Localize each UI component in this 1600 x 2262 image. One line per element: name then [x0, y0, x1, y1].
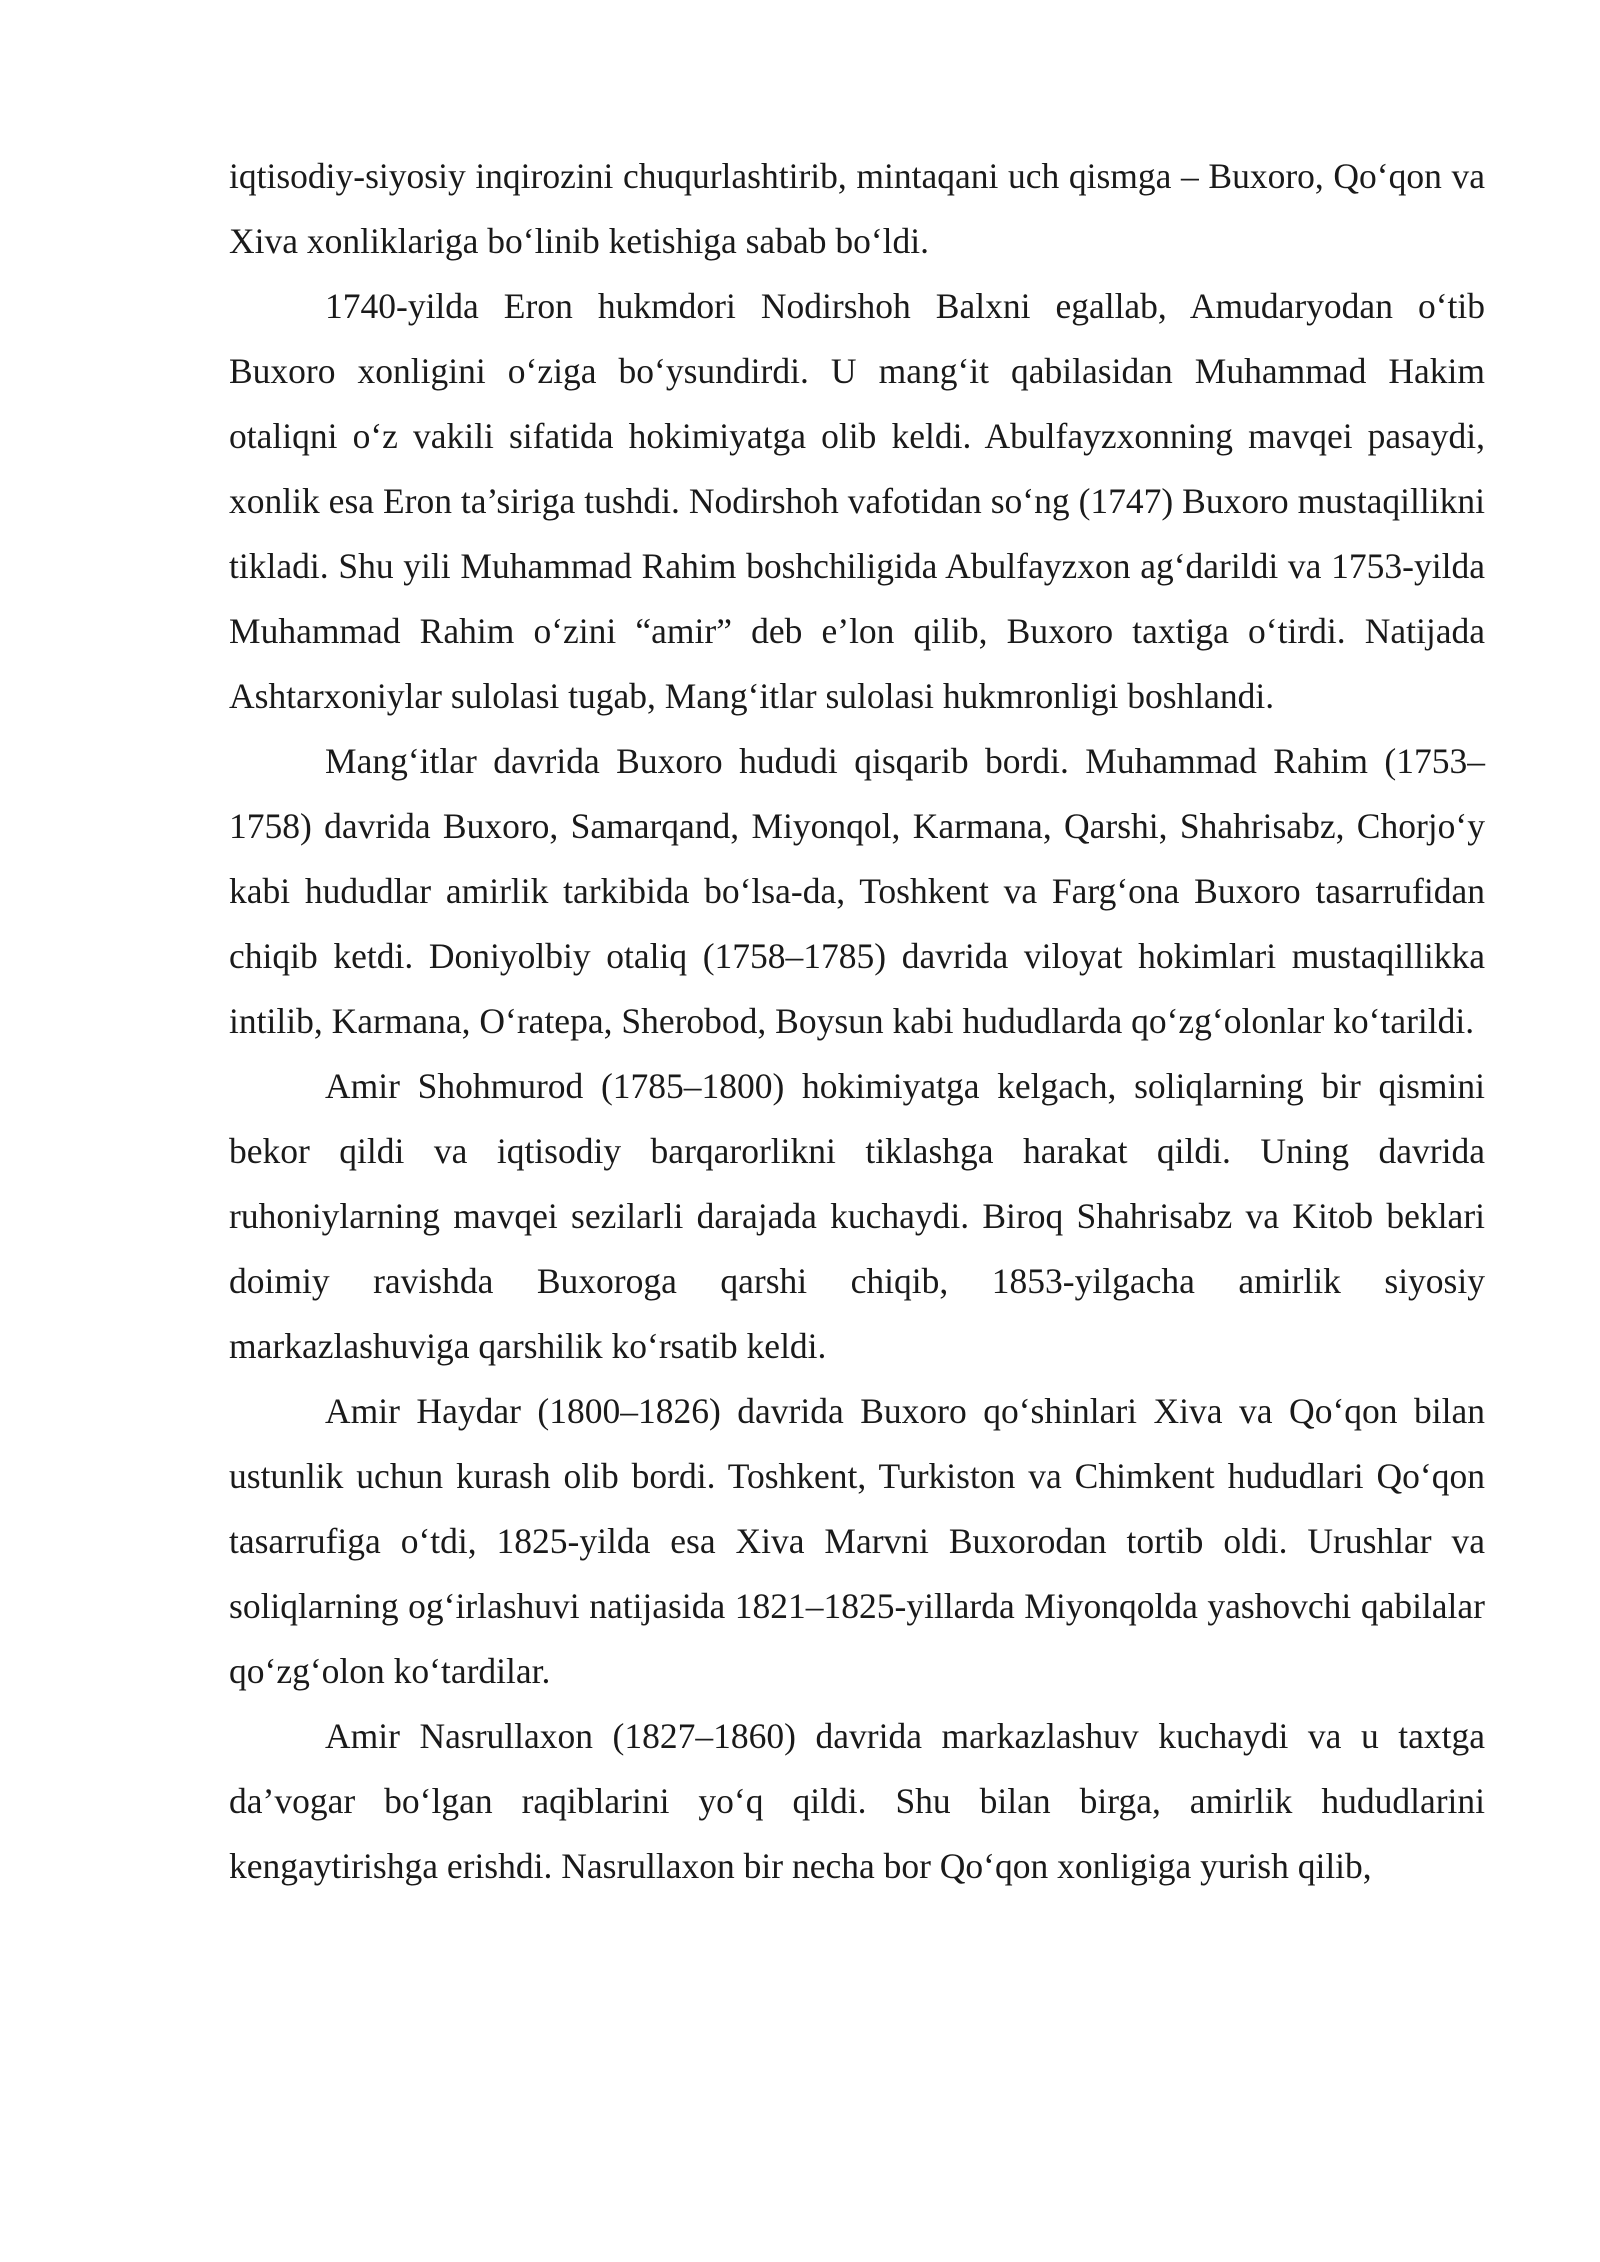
paragraph-nasrullaxon: Amir Nasrullaxon (1827–1860) davrida markazlashuv kuchaydi va u taxtga da’vogar bo‘lgan raqiblarini yo‘q qildi. Shu bilan birga, amirlik hududlarini kengaytirishga erishdi. Nasrullaxon bir necha bor Qo‘qon xonligiga yurish qilib,: [229, 1716, 1485, 1886]
paragraph-continuation: iqtisodiy-siyosiy inqirozini chuqurlashtirib, mintaqani uch qismga – Buxoro, Qo‘qon va Xiva xonliklariga bo‘linib ketishiga sabab bo‘ldi.: [229, 156, 1485, 261]
paragraph-shohmurod: Amir Shohmurod (1785–1800) hokimiyatga kelgach, soliqlarning bir qismini bekor qildi va iqtisodiy barqarorlikni tiklashga harakat qildi. Uning davrida ruhoniylarning mavqei sezilarli darajada kuchaydi. Biroq Shahrisabz va Kitob beklari doimiy ravishda Buxoroga qarshi chiqib, 1853-yilgacha amirlik siyosiy markazlashuviga qarshilik ko‘rsatib keldi.: [229, 1066, 1485, 1366]
paragraph-nodirshoh: 1740-yilda Eron hukmdori Nodirshoh Balxni egallab, Amudaryodan o‘tib Buxoro xonligini o‘ziga bo‘ysundirdi. U mang‘it qabilasidan Muhammad Hakim otaliqni o‘z vakili sifatida hokimiyatga olib keldi. Abulfayzxonning mavqei pasaydi, xonlik esa Eron ta’siriga tushdi. Nodirshoh vafotidan so‘ng (1747) Buxoro mustaqillikni tikladi. Shu yili Muhammad Rahim boshchiligida Abulfayzxon ag‘darildi va 1753-yilda Muhammad Rahim o‘zini “amir” deb e’lon qilib, Buxoro taxtiga o‘tirdi. Natijada Ashtarxoniylar sulolasi tugab, Mang‘itlar sulolasi hukmronligi boshlandi.: [229, 286, 1485, 716]
body-text: [229, 144, 1485, 1899]
paragraph-haydar: Amir Haydar (1800–1826) davrida Buxoro qo‘shinlari Xiva va Qo‘qon bilan ustunlik uchun kurash olib bordi. Toshkent, Turkiston va Chimkent hududlari Qo‘qon tasarrufiga o‘tdi, 1825-yilda esa Xiva Marvni Buxorodan tortib oldi. Urushlar va soliqlarning og‘irlashuvi natijasida 1821–1825-yillarda Miyonqolda yashovchi qabilalar qo‘zg‘olon ko‘tardilar.: [229, 1391, 1485, 1691]
paragraph-mangitlar: Mang‘itlar davrida Buxoro hududi qisqarib bordi. Muhammad Rahim (1753–1758) davrida Buxoro, Samarqand, Miyonqol, Karmana, Qarshi, Shahrisabz, Chorjo‘y kabi hududlar amirlik tarkibida bo‘lsa-da, Toshkent va Farg‘ona Buxoro tasarrufidan chiqib ketdi. Doniyolbiy otaliq (1758–1785) davrida viloyat hokimlari mustaqillikka intilib, Karmana, O‘ratepa, Sherobod, Boysun kabi hududlarda qo‘zg‘olonlar ko‘tarildi.: [229, 741, 1485, 1041]
